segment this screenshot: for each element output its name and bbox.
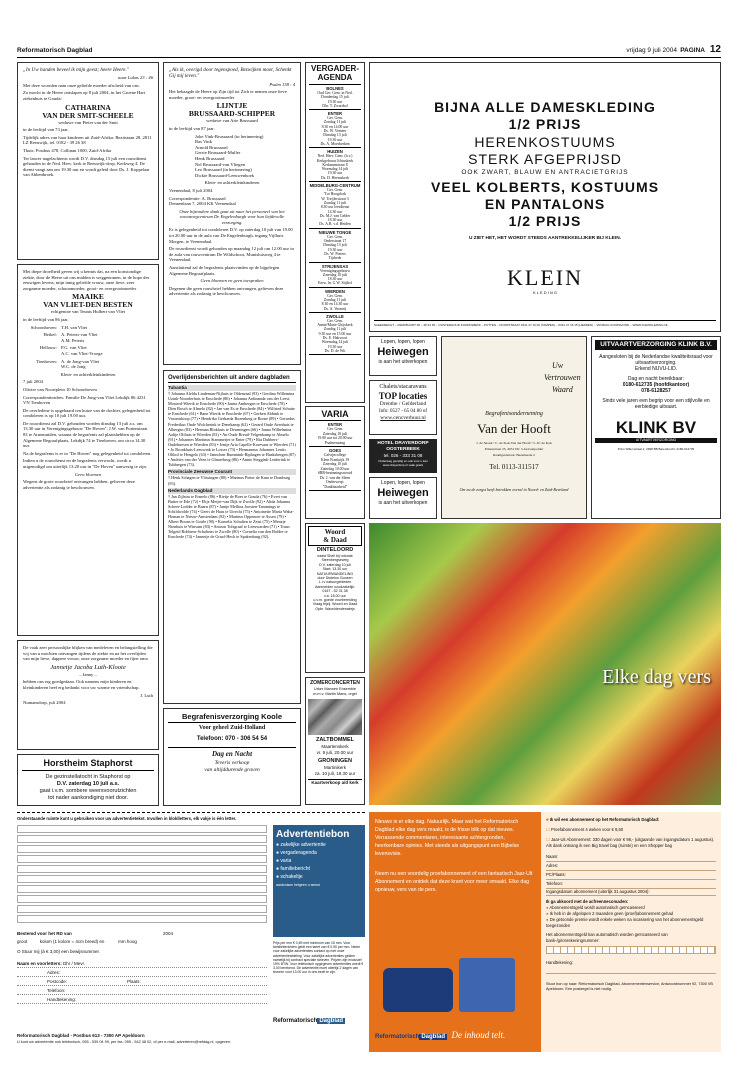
intro-text: Het behaagde de Heere op Zijn tijd tot Zich te nemen onze lieve moeder, groot- en overgrootmoeder xyxy=(169,89,287,100)
deaths-section-head: Nederlands Dagblad xyxy=(168,488,296,494)
deceased-last-name: BRUSSAARD-SCHIPPER xyxy=(188,109,276,119)
klink-bv-ad xyxy=(591,336,721,519)
page-date: vrijdag 9 juli 2004 xyxy=(626,47,677,54)
closing-text: Tijdelijk adres van haar kinderen uit Zuid-Afrika: Bezitstaan 28, 2811 LZ Reeuwijk, tel. 0182 - 39 26 38 xyxy=(23,134,152,146)
agenda-item xyxy=(309,263,361,288)
form-pay-text: Ik heb in de afgelopen 2 maanden geen (proef)abonnement gehad xyxy=(549,911,674,916)
klein-line1: BIJNA ALLE DAMESKLEDING xyxy=(434,99,656,115)
form-option3[interactable] xyxy=(546,837,716,849)
body-text: De vaak zeer persoonlijke blijken van medeleven en belangstelling die wij van u mochten ontvangen tijdens de ziekte en na het overlijden van mijn lieve, dappere vrouw, onze zorgzame moeder en fijne oma xyxy=(23,645,153,662)
bon-option-label: varia xyxy=(280,858,292,864)
agenda-item xyxy=(309,148,361,182)
klein-footer: SLEEDRECHT – KERKBUURT 38 – 48 34 35 – OOSTERHOUD KOORNWERK – PUTTEN – DOORSTRAAT 0341 37 16 00 (TAMPEN) – 0341 37 16 15 (HERDEN) – VRIJDAG KOOPAVOND – WWW.KLEINKLEDING.NL xyxy=(374,320,716,327)
hooft-line8: Raamgeststraat: Beesmeede 2 xyxy=(493,453,535,457)
heiwegen-top: Lopen, lopen, lopen xyxy=(381,480,425,486)
agenda-place: MIDDELBURG-CENTRUM xyxy=(309,183,361,189)
verse-ref: naar Lukas 23 : 46 xyxy=(118,75,153,81)
promo-block xyxy=(369,812,541,1052)
varia-item xyxy=(309,421,361,447)
family-row xyxy=(23,359,153,370)
signature: J. Luth xyxy=(140,692,153,698)
family-names: A. Peteris-van Vliet A.M. Peteris xyxy=(61,332,98,343)
form-pay-text: De getoonde premie wordt enkele weken na incassering van het abonnementsgeld toegezonden xyxy=(546,917,704,928)
bon-size[interactable]: groot kolom (1 kolom = 4cm breed) en mm hoog xyxy=(17,939,137,944)
bon-options-note: aankruisen hetgeen u wenst xyxy=(276,883,320,887)
bullet-icon: ● xyxy=(276,842,281,848)
subscription-form xyxy=(541,812,721,1052)
form-field[interactable]: PC/Plaats: xyxy=(546,871,716,880)
promo-text1: Nieuws is er elke dag. Natuurlijk. Maar wat het Reformatorisch Dagblad elke dag vers maakt, is de frisse blik op dat nieuws. Verrassende commentaren, interessante achtergronden, heerkenbare opinies. Met steeds als uitgangspunt een Bijbelse levensvisie. xyxy=(375,819,520,857)
agenda-item xyxy=(309,85,361,110)
family-place: Heikel: xyxy=(43,332,57,338)
klein-line6: VEEL KOLBERTS, KOSTUUMS xyxy=(430,179,660,195)
woord-title: DINTELOORD xyxy=(316,547,354,553)
bon-option[interactable] xyxy=(276,849,362,857)
announcement-van-der-smit xyxy=(17,62,159,260)
promo-bags xyxy=(383,958,523,1018)
klein-line4: STERK AFGEPRIJSD xyxy=(468,151,622,167)
burial-text: Ter lancer nagelachtenis wordt D.V. dinsdag 13 juli een rouwdienst gehouden in de Ned. Herv. kerk te Reeuwijk-dorp, Kerkweg 4. De dienst vangt aan om 19.30 uur en wordt geleid door Ds. J. Koppelaar van Abbenbroek. xyxy=(23,155,150,178)
reason-text: Degenen die geen rouwbrief hebben ontvangen, gelieven deze advertentie als zodanig te beschouwen. xyxy=(169,285,284,297)
agenda-place: STRIJENSAS xyxy=(321,263,349,269)
varia-item xyxy=(309,447,361,491)
bon-address-field[interactable] xyxy=(17,968,267,977)
form-sign[interactable]: Handtekening: xyxy=(546,960,716,974)
klein-line8: 1/2 PRIJS xyxy=(508,213,582,229)
bullet-icon: ● xyxy=(546,917,550,922)
zomer-c1-place: ZALTBOMMEL xyxy=(315,737,355,743)
agenda-lines: Ger. Gem. Onderstraat 17 Dinsdag 13 juli 19.30 uur Ds. W. Pieters Tijdrede xyxy=(323,234,347,261)
vergader-agenda xyxy=(305,62,365,403)
form-pay-list xyxy=(546,905,716,929)
promo-slogan: De inhoud telt. xyxy=(451,1030,506,1040)
woord-body: naast Shell bij rotonde Steenbergseweg D.V. zaterdag 10 juli Start: 13.30 uur NATUURWANDELING door Dinteloo Goozen L.i.v natuurgebieden Aanmelden noodzakelijk: 0167 - 52 31 38 v.a. 18.00 uur u.v.m. goede voorbereiding Vraag bijzij. Woord en Daad Opbr. Waceidendenwiejs xyxy=(312,554,358,611)
agenda-lines: Ned. Herv. Gem. (h.v.) Kerkgebouw Ichtuskerk Kerkmanstraat 8 Woensdag 14 juli 19.30 uur Ds. D. Heemskerk xyxy=(316,154,354,180)
bullet-icon: ● xyxy=(276,858,281,864)
klink-line4: 0180-612735 (hoofdkantoor) xyxy=(622,382,690,388)
age-text: in de leeftijd van 73 jaar. xyxy=(23,127,69,133)
family-row xyxy=(23,325,153,331)
deaths-title: Overlijdensberichten uit andere dagbladen xyxy=(168,374,296,383)
form-option1 xyxy=(546,817,716,823)
hooft-line3: Waard xyxy=(552,385,573,394)
zomer-title: ZOMERCONCERTEN xyxy=(310,680,360,686)
bon-postcode-field[interactable] xyxy=(17,977,267,986)
advertentiebon xyxy=(17,812,365,1052)
form-account: Het abonnementsgeld kan automatisch worden geïncasseerd van bank-/gironrekeningnummer: xyxy=(546,932,668,943)
family-names: P.G. van Vliet A.C. van Vliet-Vroege xyxy=(61,345,103,356)
agenda-lines: Oud Ger. Gem. in Ned. Donderdag 15 juli 19.30 uur Dhr. T. Zwartbol xyxy=(317,91,353,108)
bon-brand1: Reformatorisch xyxy=(273,1018,318,1024)
thanks-text: hebben ons erg goedgedaan. Ook namens mijn kinderen en kleinkinderen heel erg bedankt voor uw warme en vriendschap. xyxy=(23,679,140,690)
varia-lines: Ger. Gem. Zaterdag 10 juli 19.00 uur tot 20.00 uur Psalmenzang xyxy=(317,427,353,445)
notice-line4: tot nader aankondiging niet door. xyxy=(47,795,129,801)
deaths-section-head: Provinciale Zeeuwse Courant xyxy=(168,469,296,475)
bullet-icon: ● xyxy=(546,905,550,910)
agenda-item xyxy=(309,110,361,148)
promo-brand1: Reformatorisch xyxy=(375,1034,420,1040)
form-option2[interactable] xyxy=(546,827,716,833)
family-list: Joke Vink-Brussaard (in herinnering) Bas Vink Arnold Brussaard Gerrie Brussaard-Muller Henk Brussaard Nel Brussaard-van Vliegen Leo Brussaard (in herinnering) Dickie Brussaard-Leeuwenhoek xyxy=(195,133,264,178)
hooft-line5: Van der Hooft xyxy=(477,421,551,436)
bullet-icon: ● xyxy=(546,911,550,916)
instead-text: Indien u de rouwdienst en de begrafenis verwacht, wordt u uitgenodigd om uiterlijk 13.20 uur in "De Hoven" aanwezig te zijn. xyxy=(23,458,147,470)
hotel-name: HOTEL DRAYERDORP xyxy=(377,441,429,446)
agenda-item xyxy=(309,229,361,263)
form-pay-head: Ik ga akkoord met de acfreennecomaden: xyxy=(546,899,629,904)
klink-line6: Sinds vele jaren een begrip voor een stijlvolle en eerbiedige uitvaart. xyxy=(602,398,710,410)
agenda-item xyxy=(309,182,361,229)
bon-title: Advertentiebon xyxy=(276,829,350,840)
klein-kleding-ad xyxy=(369,62,721,332)
varia-lines: Calvijncollege Klein Frankrijk 19 Zaterdag 10 juli Zaterdag 10.00 uur SRB-bezinningswoord Ds. J. van der Sleen Onderwerp: "Dankbaarheid" xyxy=(317,453,353,489)
widow-of: weduwe van Arie Brussaard xyxy=(206,118,258,124)
hooft-tel: Tel. 0113-311517 xyxy=(489,463,539,471)
deaths-other-papers xyxy=(163,370,301,704)
nickname: – Janny – xyxy=(79,671,97,677)
deceased-last-name: VAN VLIET-DEN BESTEN xyxy=(43,300,133,310)
spouse-text: echtgenote van Teunis Hulbert van Vliet xyxy=(50,309,126,315)
bon-name-field[interactable] xyxy=(17,959,267,968)
zomer-sub: Urker Mannen Ensemble xyxy=(314,687,356,691)
bon-payment[interactable]: O Stuur mij (à € 3,00) een bewijsnummer. xyxy=(17,949,101,954)
hotel-drayerdorp-ad xyxy=(369,439,437,473)
varia-title: VARIA xyxy=(309,409,361,421)
klink-line5: 078-6128257 xyxy=(641,388,671,394)
agenda-lines: Ger. Gem. 'Tot Hoogdork W. Treijlerstraat 3 Zondag 11 juli 8.30 uur leesdienst 14.30 uur Ds. M.J. van Gelder 18.30 uur Ds. A.B. v.d. Heiden xyxy=(319,188,351,227)
family-list xyxy=(23,325,153,370)
ad-title: Begrafenisverzorging Koole xyxy=(168,712,296,723)
deceased-name: Jannetje Jacoba Luth-Kloote xyxy=(50,663,126,671)
agenda-list xyxy=(309,85,361,355)
bon-plaats-label: Plaats: xyxy=(127,979,141,984)
ad-phone: Telefoon: 070 - 306 54 54 xyxy=(196,736,268,742)
varia-list xyxy=(309,421,361,491)
woord-daad-ad xyxy=(305,523,365,673)
funeral-text: De rouwdienst zal D.V. gehouden worden dinsdag 13 juli a.s. om 13.30 uur in Verenigingsgebouw "De Hoven", J.W. van Puttenstraat 83 te Arnemuiden, waarna de begrafenis zal plaatshebben op de Algemene Begraafplaats, Lekdijk 74 te Tienhoven, om circa 14.30 uur. xyxy=(23,420,148,449)
klein-line7: EN PANTALONS xyxy=(484,196,606,212)
agenda-lines: Ger. Gem. Zondag 11 juli 8.30 en 14.30 uur Ds. A. Vermeij xyxy=(321,293,349,311)
zomer-c2-place: GRONINGEN xyxy=(318,758,352,764)
page-header xyxy=(17,44,721,58)
promo-text2: Neem nu een voordelig proefabonnement of een fantastisch Jaar-Uit Abonnement en ontdek dat deze krant voor meer smaakt. Elke dag opnieuw, vers van de pers. xyxy=(375,871,533,893)
zomer-c2-date: za. 10 juli, 19.30 uur xyxy=(314,771,356,776)
woord-brand1: Woord xyxy=(324,528,346,536)
no-flowers-text: Geen bloemen en geen toespraken xyxy=(200,278,264,284)
bon-phone-field[interactable] xyxy=(17,986,267,995)
agenda-lines: Verenigingsgebouw Zaterdag 10 juli 18.30 uur Eerw. hr. G.W. Stijbof xyxy=(318,268,352,286)
no-flowers-text: Geen bloemen xyxy=(74,471,102,477)
date-text: 7 juli 2004 xyxy=(23,379,43,385)
chalets-line3: Drenthe / Gelderland xyxy=(379,401,427,407)
bullet-icon: ● xyxy=(276,874,281,880)
varia xyxy=(305,406,365,519)
klein-line3: HERENKOSTUUMS xyxy=(474,134,616,150)
heiwegen-ad-2 xyxy=(369,477,437,519)
thank-you-luth xyxy=(17,640,159,750)
correspondence-text: Correspondentieadres: Familie De Jong-van Vliet Lekdijk 86 4231 VN Tienhoven xyxy=(23,394,146,406)
heiwegen-ad-1 xyxy=(369,336,437,376)
form-pay-text: Abonnementsgeld wordt automatisch geïncasseerd xyxy=(549,905,645,910)
bon-brand2: Dagblad xyxy=(319,1018,344,1024)
agenda-lines: Ger. Gem. Zondag 11 juli 8.30 en 14.00 uur Ds. W. Vemeer Dinsdag 13 juli 19.30 uur Ds. A. Moerkerken xyxy=(320,116,350,146)
zomer-c1-date: vr. 9 juli, 20.00 uur xyxy=(316,750,354,755)
reason-text: Wegens de grote rouwbrief ontvangen hebben, gelieven deze advertentie als zodanig te beschouwen. xyxy=(23,479,135,490)
checkbox-icon: ☐ xyxy=(546,827,550,832)
agenda-title: VERGADER-AGENDA xyxy=(309,65,361,85)
zomer-c2-church: Martinikerk xyxy=(323,765,346,770)
promo-brand xyxy=(375,1030,535,1040)
klein-line5: OOK ZWART, BLAUW EN ANTRACIETGRIJS xyxy=(461,169,629,176)
form-option2-text: Proefabonnement 4 weken voor € 9,50 xyxy=(550,827,624,832)
form-option1-text: Ik wil een abonnement op het Reformatorisch Dagblad: xyxy=(549,817,660,822)
notice-line3: gaat i.v.m. sombere weersvoorutzichten xyxy=(39,788,137,794)
grandchildren-text: Klein- en achterkleinkinderen xyxy=(204,180,260,186)
announcement-van-vliet xyxy=(17,264,159,636)
family-names: T.H. van Vliet xyxy=(61,324,88,330)
agenda-place: ZWOLLE xyxy=(326,313,344,319)
form-account-boxes[interactable] xyxy=(546,946,716,954)
form-pay-item xyxy=(546,917,716,929)
woord-brand2: & Daad xyxy=(323,536,347,544)
bon-options xyxy=(276,841,362,881)
woord-logo xyxy=(308,526,362,546)
klein-note: U ZIET HET, HET WORDT STEEDS AANTREKKELIJKER BIJ KLEIN. xyxy=(469,236,621,241)
agenda-place: NIEUWE TONGE xyxy=(318,229,352,235)
bon-address-label: Adres: xyxy=(47,970,61,975)
shopper-bag-icon xyxy=(459,958,515,1012)
horstheim-notice xyxy=(17,754,159,806)
bon-name-value: Dhr / Mevr. xyxy=(63,961,86,966)
klein-logo: KLEIN xyxy=(507,265,583,290)
hooft-line9: Om nu de zorgst heeft betrokken overal in Noord- en Zuid-Beveland xyxy=(459,487,569,492)
form-option3-text: Jaar-Uit Abonnement: 330 dagen voor € 96,- (uitgaande van ingangsdatum 1 augustus). Als dank ontvang ik een Big travel bag (ruimte) en een Shopper bag xyxy=(546,837,715,848)
chalets-line4: Info: 0527 - 65 04 80 of xyxy=(378,409,428,414)
varia-place: GOES xyxy=(328,448,342,453)
heiwegen-sub: is aan het uitverkopen xyxy=(378,500,428,506)
zomer-photo xyxy=(308,699,362,735)
form-field[interactable]: Telefoon: xyxy=(546,880,716,889)
bon-instruction: Onderstaande ruimte kunt u gebruiken voor uw advertentietekst. Invullen in bloklletters, elk vakje is één letter. xyxy=(17,816,237,821)
bon-option[interactable] xyxy=(276,857,362,865)
deceased-first-name: MAAIKE xyxy=(72,292,104,302)
agenda-lines: Ger. Gem. Annie/Marie Ghijskerk Zondag 11 juli 9.30 uur en 15.00 uur Ds. E. Hakvoort Woensdag 14 juli 19.30 uur Ds. D. de Wit xyxy=(317,318,353,353)
quote-text: Onze bijzondere dank gaat uit naar het personeel van het woonzorgcentrum De Engelenburgh voor hun liefdevolle verzorging. xyxy=(179,208,285,225)
home-address: Thuis: Postbus 478, Collinan 1000, Zuid-Afrika xyxy=(23,148,112,154)
bullet-icon: ● xyxy=(276,850,281,856)
deaths-section-head: Tubantia xyxy=(168,385,296,391)
notice-title: Horstheim Staphorst xyxy=(22,758,154,771)
ad-subtitle: Voor geheel Zuid-Holland xyxy=(198,725,266,731)
deaths-section-text: † Jan Zijlstra te Ermelo (86) • Rietje de Boer te Gouda (76) • Evert van Butter te Ede (72) • Eltje Meijer-van Dijk te Zwolle (92) • Alida Johanna Scheer-Lodder te Baarn (87) • Jantje Mellina Joosten-Tammings te Schildwolde (74) • Geert de Haas te Utrecht (75) • Antoinette Maria Waha-Homan te Nieuw-Amsterdam (92) • Marinus Oppenoer te Assen (79) • Albert Boons te Goirle (90) • Kornelis Schulten te Zeist (75) • Menzje Nienhuis te Winsum (83) • Antoon Tolsgraaf te Leeuwarden (71) • Truus Telgeid Robbens-Scholtens te Zwolle (80) • Cornelia van den Bolder te Enschede (74) • Jannetje de Graaf-Heck te Spakenburg (92). xyxy=(168,493,294,540)
klink-logo: KLINK BV xyxy=(615,418,697,437)
deceased-last-name: VAN DER SMIT-SCHEELE xyxy=(42,110,134,120)
page-number: 12 xyxy=(709,44,721,55)
verse: „In Uw handen beveel ik mijn geest; heere Heere." xyxy=(23,67,129,73)
form-fields xyxy=(546,853,716,889)
form-footer: Stuur bon op naar: Reformatorisch Dagblad, Abonnementenservice, Antwoordnummer 92, 7300 VB Apeldoorn. Een postzegel is niet nodig. xyxy=(546,982,713,991)
bon-contact xyxy=(17,959,267,1004)
chalets-line1: Chalets/stacaravans xyxy=(379,384,427,390)
after-text: Na de begrafenis is er in "De Hoven" nog gelegenheid tot condoleren. xyxy=(23,450,152,456)
bon-price: Prijs per mm € 0,69 met minimum van 15 mm. Voor familieberichten geldt een tarief van € 0,90 per mm. Neem voor zakelijke advertenties contact op met onze advertentieafdeling. Voor zakelijke advertenties gelden namelijk bij contract speciale tarieven. Prijzen zijn exclusief 19% BTW. Voor telefonisch opgegeven advertenties wordt € 3,00 berekend. De advertentie moet uiterlijk 2 dagen van tevoren voor 13.00 uur in ons bezit te zijn. xyxy=(273,941,364,975)
agenda-place: BOLNES xyxy=(326,86,344,91)
bon-option[interactable] xyxy=(276,873,362,881)
paper-name: Reformatorisch Dagblad xyxy=(17,47,93,54)
zomer-dirigent: m.m.v. Martin Mans, orgel xyxy=(313,692,357,696)
agenda-place: ENTER xyxy=(327,111,343,117)
bon-sign-field[interactable] xyxy=(17,995,267,1004)
widow-of: weduwe van Pieter van der Smit xyxy=(58,119,118,125)
family-place: Tienhoven: xyxy=(36,358,57,364)
klink-line2: Erkend NUVU-LID. xyxy=(634,366,678,372)
bon-placement-row xyxy=(17,931,267,937)
bon-footer1: Reformatorisch Dagblad - Postbus 613 - 7300 AP Apeldoorn xyxy=(17,1033,145,1038)
checkbox-icon: ☐ xyxy=(546,837,550,842)
klink-logo-sub: UITVAARTVERZORGING xyxy=(595,438,717,443)
bullet-icon: ● xyxy=(276,866,281,872)
travel-bag-icon xyxy=(383,968,453,1012)
service-text: De rouwdienst wordt gehouden op maandag 12 juli om 12.00 uur in de aula van rouwcentrum De Wildschoot, Muntsluisweg 4 te Veenendaal. xyxy=(169,246,294,263)
intro-text: Met diepe droefheid geven wij u kennis dat, na een kortstondige ziekte, door de Heere uit ons midden is weggenomen, in de hope des eeuwigen levens, mijn innig geliefde vrouw, onze lieve, zeer zorgzame moeder, schoonmoeder, groot- en overgrootmoeder xyxy=(23,269,150,291)
bon-option-label: vergaderagenda xyxy=(280,850,317,856)
after-text: Aansluitend zal de begrafenis plaatsvinden op de bijgelegen Algemene Begraafplaats. xyxy=(169,265,280,276)
bon-option-label: zakelijke advertentie xyxy=(280,842,326,848)
page-label: PAGINA xyxy=(680,47,705,54)
bon-option-label: familiebericht xyxy=(280,866,310,872)
begrafenis-koole-ad xyxy=(163,708,301,806)
ad-night: Dag en Nacht xyxy=(168,747,296,760)
deaths-section-text: † Henk Schagen te Vlissingen (80) • Marinus Pieter de Kam te Domburg (93). xyxy=(168,475,291,486)
varia-place: ENTER xyxy=(327,422,343,427)
agenda-place: HUIZEN xyxy=(327,149,343,155)
family-place: Schoonhoven: xyxy=(30,324,57,330)
verse-ref: Psalm 138 : 4 xyxy=(269,81,295,87)
bon-brand xyxy=(273,1017,365,1025)
bon-option-label: schakeltje xyxy=(280,874,303,880)
service-text: De overledene is opgebaard ten huize van de dochter, gelegenheid tot condoleren is op 10 juli 19.00 uur. xyxy=(23,407,151,419)
zomerconcerten-ad xyxy=(305,677,365,805)
van-der-hooft-ad xyxy=(441,336,587,519)
klink-line3: Dag en nacht bereikbaar: xyxy=(627,376,685,382)
heiwegen-name: Heiwegen xyxy=(377,487,429,499)
family-place: Hellouw: xyxy=(39,345,57,351)
promo-brand2: Dagblad xyxy=(421,1034,446,1040)
correspondence-text: Correspondentie: A. Brussaard Dennenlaan 7, 2004 KK Veenendaal xyxy=(169,195,236,207)
bon-year: 2004 xyxy=(163,931,174,936)
photo-caption: Elke dag vers xyxy=(602,666,711,688)
notice-line1: De gezinstellatocht in Staphorst op xyxy=(45,774,131,780)
bon-letter-grid[interactable] xyxy=(17,825,267,925)
form-field[interactable]: Naam: xyxy=(546,853,716,862)
form-date[interactable]: Ingangsdatum abonnement (uiterlijk 31 augustus 2004): xyxy=(546,889,716,896)
bon-footer2: U kunt uw advertentie ook telefonisch, 055 - 539 04 99, per fax, 055 - 542 48 02, of per e-mail, adverteren@refdag.nl, opgeven. xyxy=(17,1040,232,1044)
agenda-place: WIERDEN xyxy=(325,288,345,294)
klink-title: UITVAARTVERZORGING KLINK B.V. xyxy=(595,340,717,350)
zomer-footer: Kaartverkoop a/d kerk xyxy=(308,779,362,786)
agenda-item xyxy=(309,288,361,313)
deaths-sections xyxy=(168,385,296,539)
hotel-place: OOSTERBEEK xyxy=(386,447,420,452)
zomer-c1-church: Maartenskerk xyxy=(321,744,349,749)
deceased-first-name: LIJNTJE xyxy=(216,101,248,111)
hooft-line6: J. de Snoek • C. de Kok-Van der Hooft • C.W. de Kok xyxy=(476,441,552,445)
verse: „Als ik, overigd door tegenspoed, Bezwijken moet, Schenkt Gij mij leven." xyxy=(169,67,292,80)
heiwegen-name: Heiwegen xyxy=(377,346,429,358)
bon-title-box xyxy=(273,825,365,937)
family-names: A. de Jong-van Vliet W.C. de Jong xyxy=(61,358,100,370)
place-date: Numansdorp, juli 2004 xyxy=(23,700,66,706)
family-row xyxy=(23,332,153,343)
agenda-item xyxy=(309,313,361,355)
bon-name-label: Naam en voorletters: xyxy=(17,961,62,966)
chalets-line2: TOP locaties xyxy=(378,391,428,401)
date-text: Veenendaal, 8 juli 2004 xyxy=(169,187,213,193)
age-text: in de leeftijd van 86 jaar. xyxy=(23,316,69,322)
hotel-phone: tel. 026 - 333 31 08 xyxy=(383,453,423,458)
chalets-link[interactable]: www.cencverhuur.nl xyxy=(380,415,426,421)
age-text: in de leeftijd van 87 jaar. xyxy=(169,125,215,131)
bon-sign-label: Handtekening: xyxy=(47,997,77,1002)
bon-placement: Bestemd voor het RD van xyxy=(17,931,72,936)
bon-postcode-label: Postcode: xyxy=(47,979,68,984)
condole-text: Er is gelegenheid tot condoleren D.V. op zaterdag 10 juli van 19.00 tot 20.00 uur in de aula van De Engelenburgh, ingang Vijfhuis Morgen, te Veenendaal. xyxy=(169,227,293,244)
heiwegen-sub: is aan het uitverkopen xyxy=(378,359,428,365)
klein-line2: 1/2 PRIJS xyxy=(508,116,582,132)
address-text: Olivier van Noortplein 10 Schoonhoven xyxy=(23,386,97,392)
bon-phone-label: Telefoon: xyxy=(47,988,66,993)
hooft-line7: Prinsestraat 25, 4051 DC 's-Gravenpolder xyxy=(484,447,544,451)
hooft-line1: Uw xyxy=(552,361,564,370)
grandchildren-text: Klein- en achterkleinkinderen xyxy=(60,371,116,377)
family-row xyxy=(23,345,153,356)
announcement-brussaard xyxy=(163,62,301,365)
hotel-extra: Onderweg gezellig en ook voor u kan www.drayerdorp.nl vaak gratis xyxy=(378,459,428,467)
vegetables-photo xyxy=(369,523,721,805)
bon-option[interactable] xyxy=(276,865,362,873)
klein-logo-sub: K L E D I N G xyxy=(532,290,558,295)
hooft-line2: Vertrouwen xyxy=(544,373,581,382)
notice-line2: D.V. zaterdag 10 juli a.s. xyxy=(56,781,120,787)
deceased-first-name: CATHARINA xyxy=(65,102,111,112)
form-field[interactable]: Adres: xyxy=(546,862,716,871)
deaths-section-text: † Johanna Alelda Lindeman-Nijhuis te Oldenzaal (93) • Gerdina Willemina Uzink-Noorderhuis te Enschede (86) • Johanna Ardinanda van der Leest, Mosterd-Wierik te Enschede (90) • Janna Ambergen te Enschede (78) • Dien Bosch te Almelo (82) • Jan van Es te Enschede (84) • Wilfried Schutte te Enschede (61) • Bane Wierik te Enschede (67) • Gerben Abbink te Vroomshoop (77) • Hendrika Gerharda Rozenberg te Borne (89) • Gerardus Frederikus Onde Wolcherink te Denekamp (62) • Gerard Oude Avenhuis te Albergen (83) • Herman Blokhuis te Deurningen (66) • Janna Wilhelmina Aaltje Olthuis te Wierden (81) • An Oude Breuil-Velgenkamp te Almelo (91) • Johannes Martinus Stammeijer te Enter (79) • Ria Dubbers-Oudehuesen te Wierden (83) • Jentje Aria Capelle-Korevaar te Wierden (71) • Jo Bronkhuis-Leeuwink te Losser (73) • Hermannus Johannes Leuiis Olthof te Hengelo (63) • Jannchen Rummink-Riphagen te Haaksbergen (87) • Andries van der Veen te Glanerbrug (86) • Annie Steggink-Lenferink te Tubbergen (73). xyxy=(168,391,296,468)
hooft-line4: Begrafenisonderneming xyxy=(485,411,543,417)
klink-footer: Prins Willemstraat 2, 2998 BB Barendrecht, 0180-612735 xyxy=(617,447,695,451)
chalets-ad xyxy=(369,380,437,435)
intro-text: Met deze woorden nam onze geliefde moeder afscheid van ons. xyxy=(23,82,140,88)
ad-slogan: Teveris verkoop van altijddurende graven xyxy=(204,760,260,773)
heiwegen-top: Lopen, lopen, lopen xyxy=(381,339,425,345)
bon-option[interactable] xyxy=(276,841,362,849)
body-text: Zo mocht in de Heere ontslapen op 8 juli 2004, in het Groene Hart ziekenhuis te Gouda: xyxy=(23,90,146,102)
check-icon: ■ xyxy=(546,817,549,822)
klink-line1: Aangesloten bij de Nederlandse kwaliteitsraad voor uitvaartverzorging. xyxy=(599,354,713,366)
